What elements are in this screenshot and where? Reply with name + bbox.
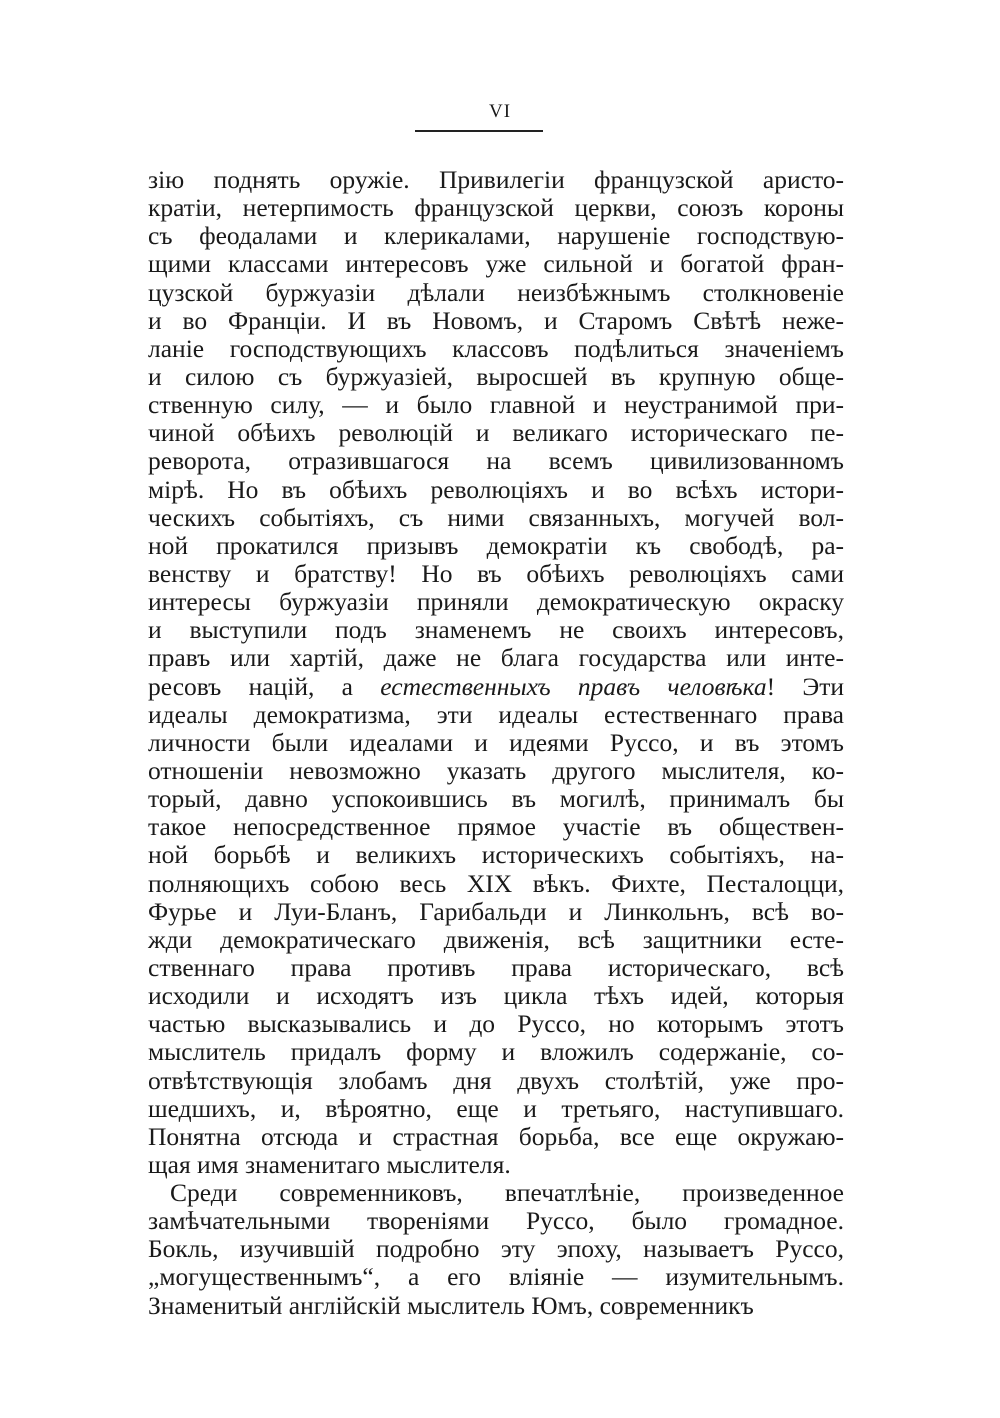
text-line: отношеніи невозможно указать другого мыслителя, ко- (148, 755, 844, 785)
text-line: щая имя знаменитаго мыслителя. (148, 1149, 511, 1179)
text-line: интересы буржуазіи приняли демократическую окраску (148, 587, 844, 617)
text-line: правъ или хартій, даже не блага государства или инте- (148, 643, 844, 673)
text-line: отвѣтствующія злобамъ дня двухъ столѣтій, уже про- (148, 1065, 844, 1095)
text-line: ческихъ событіяхъ, съ ними связанныхъ, могучей вол- (148, 502, 844, 532)
text-line: щими классами интересовъ уже сильной и богатой фран- (148, 249, 844, 279)
text-line: торый, давно успокоившись въ могилѣ, принималъ бы (148, 784, 844, 814)
text-line: Знаменитый англійскій мыслитель Юмъ, современникъ (148, 1290, 754, 1320)
text-line (148, 673, 844, 701)
text-line: съ феодалами и клерикалами, нарушеніе господствую- (148, 221, 844, 251)
page-number: VI (488, 101, 512, 122)
header-rule (415, 130, 543, 132)
text-line: ственнаго права противъ права историческаго, всѣ (148, 952, 844, 982)
text-line: ной борьбѣ и великихъ историческихъ событіяхъ, на- (148, 840, 844, 870)
text-line: кратіи, нетерпимость французской церкви, союзъ короны (148, 193, 844, 223)
text-line: такое непосредственное прямое участіе въ обществен- (148, 812, 844, 842)
text-line: исходили и исходятъ изъ цикла тѣхъ идей, которыя (148, 981, 844, 1011)
text-line: Бокль, изучившій подробно эту эпоху, называетъ Руссо, (148, 1234, 844, 1264)
text-line: жди демократическаго движенія, всѣ защитники есте- (148, 924, 844, 954)
text-line: реворота, отразившагося на всемъ цивилизованномъ (148, 446, 844, 476)
text-line: и во Франціи. И въ Новомъ, и Старомъ Свѣтѣ неже- (148, 305, 844, 335)
text-line: идеалы демократизма, эти идеалы естественнаго права (148, 699, 844, 729)
text-segment: ! Эти (766, 671, 844, 701)
text-line: Среди современниковъ, впечатлѣніе, произведенное (170, 1178, 844, 1208)
text-line: Понятна отсюда и страстная борьба, все еще окружаю- (148, 1121, 844, 1151)
text-line: полняющихъ собою весь XIX вѣкъ. Фихте, Песталоцци, (148, 868, 844, 898)
text-line: шедшихъ, и, вѣроятно, еще и третьяго, наступившаго. (148, 1093, 844, 1123)
text-segment: ресовъ націй, а (148, 671, 381, 701)
text-line: ланіе господствующихъ классовъ подѣлиться значеніемъ (148, 333, 844, 363)
text-line: замѣчательными твореніями Руссо, было громадное. (148, 1206, 844, 1236)
text-line: личности были идеалами и идеями Руссо, и въ этомъ (148, 727, 844, 757)
italic-emphasis: естественныхъ правъ человѣка (380, 671, 767, 701)
text-line: ной прокатился призывъ демократіи къ свободѣ, ра- (148, 530, 844, 560)
body-text (148, 166, 844, 1320)
text-line: ственную силу, — и было главной и неустранимой при- (148, 390, 844, 420)
text-line: и силою съ буржуазіей, выросшей въ крупную обще- (148, 361, 844, 391)
text-line: „могущественнымъ“, а его вліяніе — изумительнымъ. (148, 1262, 844, 1292)
text-line: цузской буржуазіи дѣлали неизбѣжнымъ столкновеніе (148, 277, 844, 307)
text-line: венству и братству! Но въ обѣихъ революціяхъ сами (148, 558, 844, 588)
text-line: чиной обѣихъ революцій и великаго историческаго пе- (148, 418, 844, 448)
text-line: мірѣ. Но въ обѣихъ революціяхъ и во всѣхъ истори- (148, 474, 844, 504)
text-line: зію поднять оружіе. Привилегіи французской аристо- (148, 165, 844, 194)
text-line: и выступили подъ знаменемъ не своихъ интересовъ, (148, 615, 844, 645)
text-line: Фурье и Луи-Бланъ, Гарибальди и Линкольнъ, всѣ во- (148, 896, 844, 926)
text-line: мыслитель придалъ форму и вложилъ содержаніе, со- (148, 1037, 844, 1067)
text-line: частью высказывались и до Руссо, но которымъ этотъ (148, 1009, 844, 1039)
